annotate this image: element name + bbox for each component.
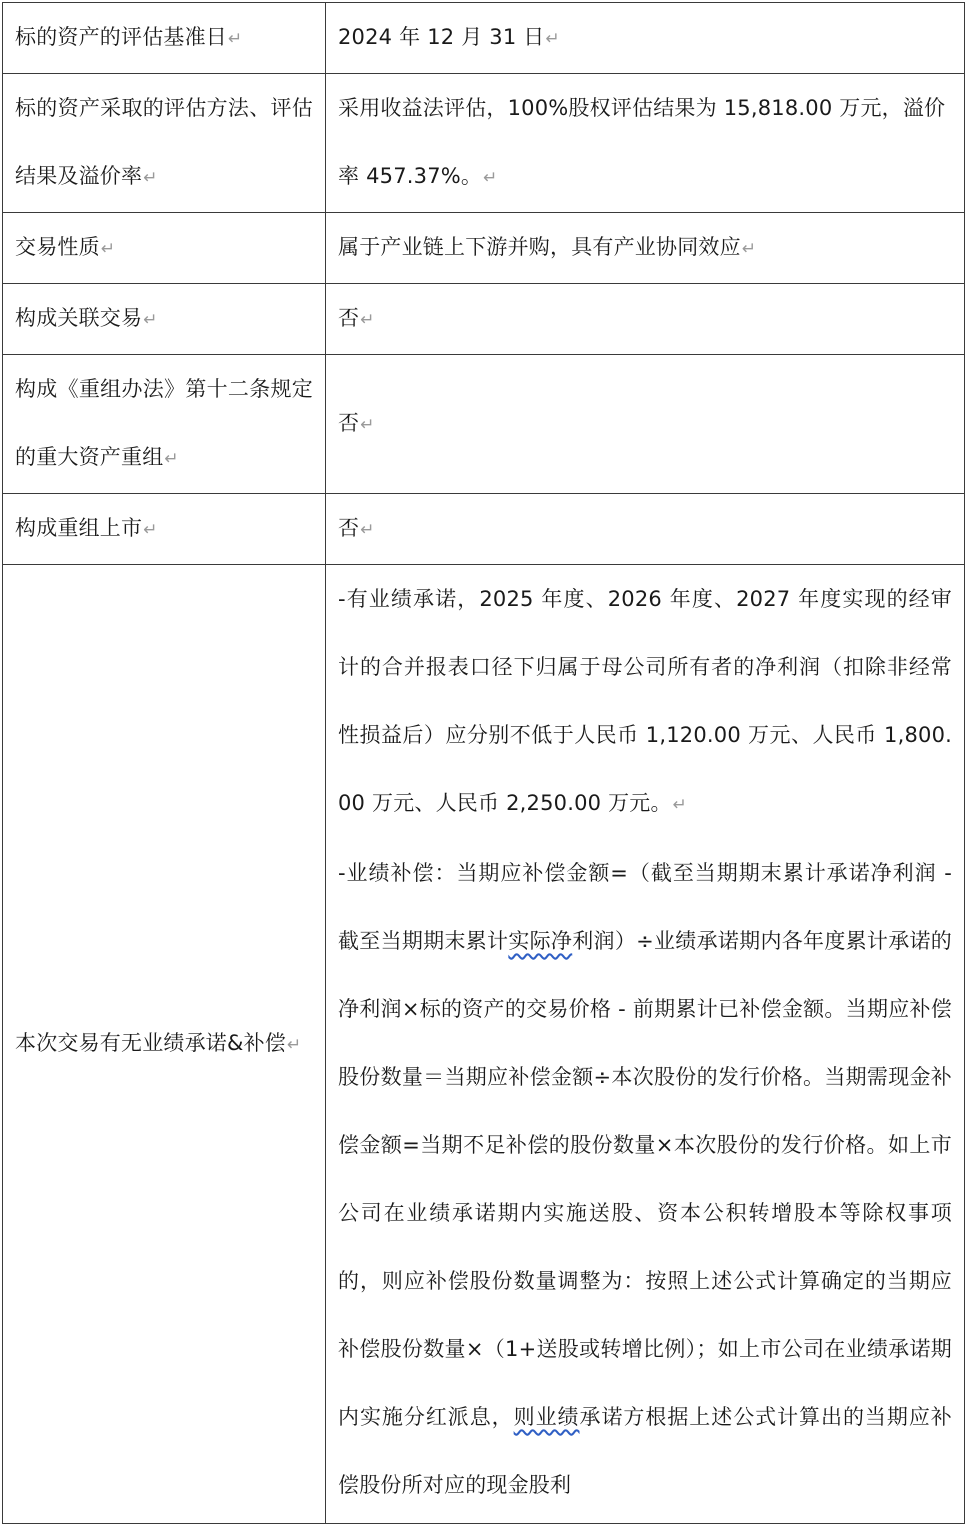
table-row bbox=[3, 213, 965, 284]
paragraph-mark-icon: ↵ bbox=[672, 795, 688, 815]
row-value: 否 bbox=[338, 306, 360, 330]
value-cell bbox=[326, 494, 965, 565]
table-row bbox=[3, 3, 965, 74]
paragraph-mark-icon: ↵ bbox=[164, 449, 179, 469]
table-row bbox=[3, 74, 965, 213]
compensation-paragraph-part: 利润）÷业绩承诺期内各年度累计承诺的净利润×标的资产的交易价格 - 前期累计已补偿金额。当期应补偿股份数量＝当期应补偿金额÷本次股份的发行价格。当期需现金补偿金额=当期不足补偿的股份数量×本次股份的发行价格。如上市公司在业绩承诺期内实施送股、资本公积转增股本等除权事项的，则应补偿股份数量调整为：按照上述公式计算确定的当期应补偿股份数量×（1+送股或转增比例）；如上市公司在业绩承诺期内实施分红派息， bbox=[338, 929, 952, 1429]
value-cell bbox=[326, 355, 965, 494]
compensation-paragraph-part: 承诺方根据上述公式计算出的当期应补偿股份所对应的现金股利 bbox=[338, 1405, 952, 1497]
row-value: 否 bbox=[338, 516, 360, 540]
paragraph-mark-icon: ↵ bbox=[360, 310, 375, 330]
row-value: 属于产业链上下游并购，具有产业协同效应 bbox=[338, 235, 741, 259]
proofing-underline-text: 则业绩 bbox=[513, 1405, 580, 1429]
paragraph-mark-icon: ↵ bbox=[143, 168, 158, 188]
transaction-summary-table bbox=[2, 2, 965, 1524]
row-label: 标的资产采取的评估方法、评估结果及溢价率 bbox=[15, 96, 313, 188]
commitment-paragraph: -有业绩承诺，2025 年度、2026 年度、2027 年度实现的经审计的合并报表口径下归属于母公司所有者的净利润（扣除非经常性损益后）应分别不低于人民币 1,120.00 万元、人民币 1,800.00 万元、人民币 2,250.00 万元。 bbox=[338, 587, 952, 815]
value-cell bbox=[326, 565, 965, 1524]
row-label: 交易性质 bbox=[15, 235, 100, 259]
paragraph-mark-icon: ↵ bbox=[545, 29, 560, 49]
table-row bbox=[3, 565, 965, 1524]
paragraph-mark-icon: ↵ bbox=[143, 520, 158, 540]
compensation-paragraph-part: -业绩补偿：当期应补偿金额=（截至当期期末累计承诺净利润 - 截至当期期末累计 bbox=[338, 861, 952, 953]
row-label: 构成重组上市 bbox=[15, 516, 143, 540]
row-label: 构成《重组办法》第十二条规定的重大资产重组 bbox=[15, 377, 313, 469]
value-cell bbox=[326, 74, 965, 213]
table-row bbox=[3, 355, 965, 494]
table-row bbox=[3, 494, 965, 565]
proofing-underline-text: 实际净 bbox=[508, 929, 573, 953]
paragraph-mark-icon: ↵ bbox=[100, 239, 116, 259]
value-cell bbox=[326, 284, 965, 355]
paragraph-mark-icon: ↵ bbox=[741, 239, 757, 259]
label-cell bbox=[3, 284, 326, 355]
row-label: 本次交易有无业绩承诺&补偿 bbox=[15, 1031, 286, 1055]
label-cell bbox=[3, 3, 326, 74]
row-value: 采用收益法评估，100%股权评估结果为 15,818.00 万元，溢价率 457.37%。 bbox=[338, 96, 946, 188]
label-cell bbox=[3, 355, 326, 494]
paragraph-mark-icon: ↵ bbox=[360, 415, 375, 435]
label-cell bbox=[3, 213, 326, 284]
table-row bbox=[3, 284, 965, 355]
row-value: 2024 年 12 月 31 日 bbox=[338, 25, 545, 49]
row-label: 构成关联交易 bbox=[15, 306, 143, 330]
row-label: 标的资产的评估基准日 bbox=[15, 25, 227, 49]
value-cell bbox=[326, 213, 965, 284]
paragraph-mark-icon: ↵ bbox=[360, 520, 375, 540]
label-cell bbox=[3, 74, 326, 213]
performance-commitment-text bbox=[338, 565, 952, 1523]
paragraph-mark-icon: ↵ bbox=[143, 310, 158, 330]
paragraph-mark-icon: ↵ bbox=[483, 168, 498, 188]
paragraph-mark-icon: ↵ bbox=[286, 1035, 302, 1055]
label-cell bbox=[3, 494, 326, 565]
value-cell bbox=[326, 3, 965, 74]
label-cell bbox=[3, 565, 326, 1524]
paragraph-mark-icon: ↵ bbox=[228, 29, 243, 49]
row-value: 否 bbox=[338, 411, 360, 435]
